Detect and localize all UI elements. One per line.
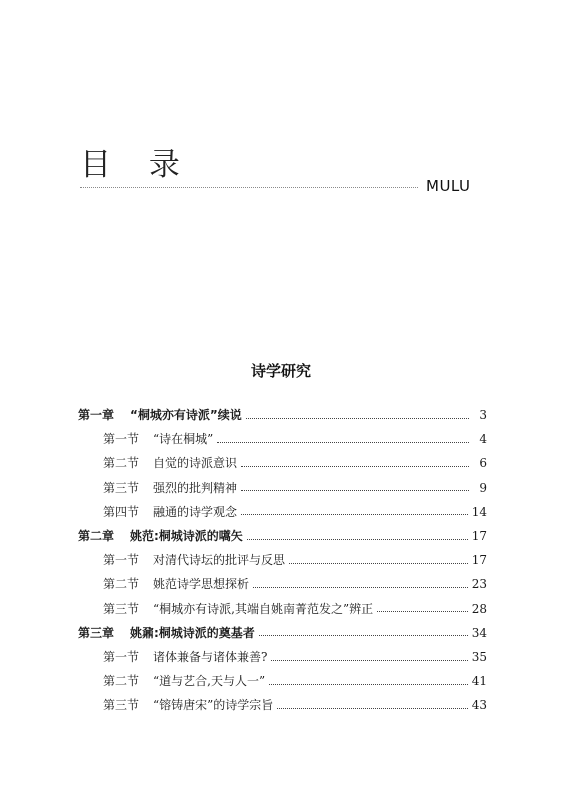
page-title: 目 录 (80, 147, 194, 183)
page-number: 14 (471, 504, 487, 519)
title-dotted-rule (80, 187, 418, 188)
toc-entry-chapter[interactable] (78, 526, 487, 546)
page-number: 23 (471, 577, 487, 592)
page-number: 17 (471, 553, 487, 568)
toc-entry-section[interactable] (103, 502, 487, 522)
dot-leader (247, 539, 468, 540)
section-title: “桐城亦有诗派,其端自姚南菁范发之”辨正 (153, 601, 374, 616)
toc-entry-section[interactable] (103, 695, 487, 715)
section-number: 第一节 (103, 432, 140, 447)
section-number: 第一节 (103, 553, 140, 568)
dot-leader (241, 490, 469, 491)
section-number: 第三节 (103, 601, 140, 616)
section-title: 姚范诗学思想探析 (153, 577, 250, 592)
page-number: 28 (471, 601, 487, 616)
chapter-number: 第三章 (78, 625, 115, 640)
section-number: 第二节 (103, 577, 140, 592)
toc-entry-chapter[interactable] (78, 405, 487, 425)
section-number: 第二节 (103, 674, 140, 689)
section-title: “道与艺合,天与人一” (153, 674, 266, 689)
part-heading: 诗学研究 (250, 362, 311, 380)
page-number: 17 (471, 529, 487, 543)
toc-entry-chapter[interactable] (78, 623, 487, 643)
section-number: 第四节 (103, 504, 140, 519)
page-title-latin: MULU (426, 177, 471, 195)
dot-leader (269, 684, 468, 685)
dot-leader (246, 418, 469, 419)
dot-leader (277, 708, 467, 709)
page-number: 34 (471, 625, 487, 640)
dot-leader (241, 514, 468, 515)
dot-leader (259, 635, 468, 636)
section-number: 第二节 (103, 456, 140, 471)
chapter-title: 姚范:桐城诗派的嚆矢 (130, 529, 243, 543)
page-number: 41 (471, 674, 487, 689)
section-number: 第三节 (103, 480, 140, 495)
section-title: “诗在桐城” (153, 432, 214, 447)
chapter-title: 姚鼐:桐城诗派的奠基者 (130, 625, 255, 640)
chapter-number: 第二章 (78, 529, 115, 543)
dot-leader (289, 563, 468, 564)
section-number: 第一节 (103, 650, 140, 664)
page-number: 4 (479, 432, 487, 447)
toc-entry-section[interactable] (103, 478, 487, 498)
toc-entry-section[interactable] (103, 647, 487, 667)
toc-entry-section[interactable] (103, 671, 487, 691)
section-title: “镕铸唐宋”的诗学宗旨 (153, 698, 274, 713)
toc-entry-section[interactable] (103, 453, 487, 473)
section-title: 自觉的诗派意识 (153, 456, 238, 471)
section-title: 强烈的批判精神 (153, 480, 238, 495)
chapter-number: 第一章 (78, 408, 115, 422)
section-title: 对清代诗坛的批评与反思 (153, 553, 286, 568)
dot-leader (217, 442, 469, 443)
chapter-title: “桐城亦有诗派”续说 (130, 408, 242, 422)
page-number: 43 (471, 698, 487, 713)
section-title: 诸体兼备与诸体兼善? (153, 650, 268, 664)
toc-entry-section[interactable] (103, 574, 487, 594)
page-number: 3 (479, 408, 487, 422)
page-number: 9 (479, 480, 487, 495)
toc-entry-section[interactable] (103, 550, 487, 570)
dot-leader (241, 466, 469, 467)
dot-leader (253, 587, 468, 588)
dot-leader (377, 611, 468, 612)
section-number: 第三节 (103, 698, 140, 713)
page-number: 6 (479, 456, 487, 471)
toc-entry-section[interactable] (103, 599, 487, 619)
dot-leader (271, 660, 467, 661)
section-title: 融通的诗学观念 (153, 504, 238, 519)
toc-entry-section[interactable] (103, 429, 487, 449)
page-number: 35 (471, 650, 487, 664)
